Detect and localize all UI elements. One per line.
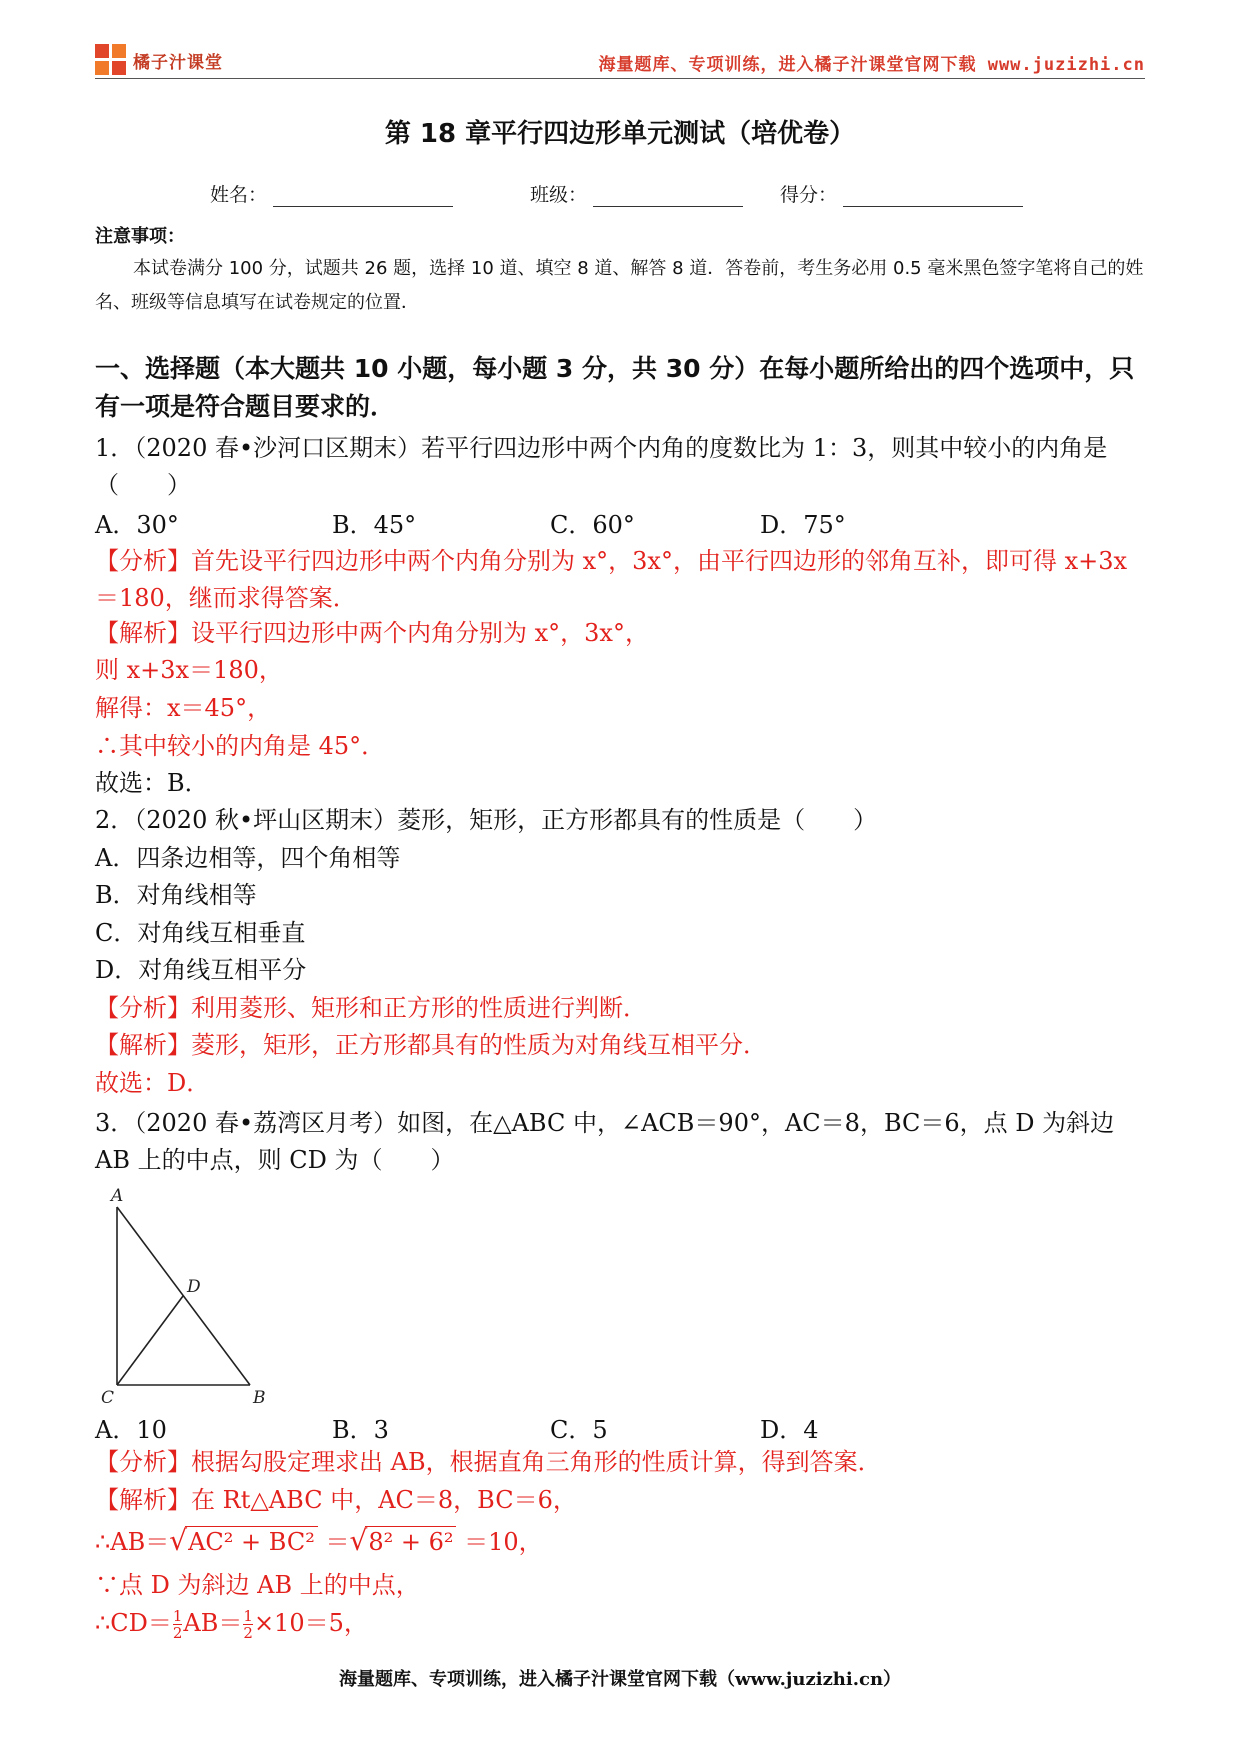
logo [95,44,223,76]
name-label: 姓名： [210,184,268,206]
q2-stem: 2．（2020 秋•坪山区期末）菱形，矩形，正方形都具有的性质是（ ） [95,806,878,834]
logo-text: 橘子汁课堂 [133,52,223,73]
fraction-half: $\frac{1}{2}$ [172,1607,183,1642]
q1-solution-1: 【解析】设平行四边形中两个内角分别为 x°，3x°， [95,619,649,647]
q2-option-c: C．对角线互相垂直 [95,919,306,947]
sqrt-8-6: 8² + 6² [365,1526,456,1557]
q3-solution-4: ∴CD＝ $\frac{1}{2}$ AB＝ $\frac{1}{2}$ ×10＝5， [95,1607,368,1642]
q3-option-b: B．3 [332,1416,389,1444]
label-d: D [187,1277,201,1297]
q3-option-c: C．5 [550,1416,608,1444]
header-slogan: 海量题库、专项训练，进入橘子汁课堂官网下载 www.juzizhi.cn [598,55,1145,75]
q1-option-d: D．75° [760,511,846,539]
q1-solution-4: ∴其中较小的内角是 45°． [95,732,386,760]
q3-option-a: A．10 [95,1416,167,1444]
label-b: B [253,1388,266,1405]
q3-analysis: 【分析】根据勾股定理求出 AB，根据直角三角形的性质计算，得到答案． [95,1448,882,1476]
notes-body: 本试卷满分 100 分，试题共 26 题，选择 10 道、填空 8 道、解答 8 道．答卷前，考生务必用 0.5 毫米黑色签字笔将自己的姓名、班级等信息填写在试卷规定的位置． [95,258,1144,313]
q1-solution-3: 解得：x＝45°， [95,694,272,722]
q2-analysis: 【分析】利用菱形、矩形和正方形的性质进行判断． [95,994,647,1022]
class-blank [593,188,743,207]
q1-analysis: 【分析】首先设平行四边形中两个内角分别为 x°，3x°，由平行四边形的邻角互补，即可得 x+3x＝180，继而求得答案． [95,547,1128,612]
q3-option-d: D．4 [760,1416,819,1444]
name-field [210,180,453,207]
q1-option-a: A．30° [95,511,179,539]
q3-solution-2: ∴AB＝√AC² + BC² ＝√8² + 6² ＝10， [95,1524,543,1557]
score-label: 得分： [780,184,838,206]
q2-option-a: A．四条边相等，四个角相等 [95,844,401,872]
notes-heading: 注意事项： [95,226,185,247]
sqrt-ac-bc: AC² + BC² [185,1526,318,1557]
q2-answer: 故选：D． [95,1069,211,1097]
q2-solution: 【解析】菱形，矩形，正方形都具有的性质为对角线互相平分． [95,1031,767,1059]
logo-icon [95,44,127,76]
q1-stem: 1．（2020 春•沙河口区期末）若平行四边形中两个内角的度数比为 1：3，则其中较小的内角是（ ） [95,434,1108,499]
page-header [95,40,1145,79]
class-label: 班级： [530,184,588,206]
score-blank [843,188,1023,207]
q2-option-b: B．对角线相等 [95,881,257,909]
q3-triangle-figure [95,1185,295,1405]
class-field [530,180,743,207]
q1-solution-2: 则 x+3x＝180， [95,656,283,684]
q1-option-b: B．45° [332,511,417,539]
section-heading: 一、选择题（本大题共 10 小题，每小题 3 分，共 30 分）在每小题所给出的四个选项中，只有一项是符合题目要求的． [95,354,1135,421]
label-a: A [111,1186,124,1206]
name-blank [273,188,453,207]
page-footer: 海量题库、专项训练，进入橘子汁课堂官网下载（www.juzizhi.cn） [338,1669,902,1690]
q3-solution-1: 【解析】在 Rt△ABC 中，AC＝8，BC＝6， [95,1486,577,1514]
q1-answer: 故选：B． [95,769,209,797]
fraction-half-2: $\frac{1}{2}$ [243,1607,253,1642]
page-title: 第 18 章平行四边形单元测试（培优卷） [384,119,856,149]
q3-solution-3: ∵点 D 为斜边 AB 上的中点， [95,1571,420,1599]
score-field [780,180,1023,207]
q1-option-c: C．60° [550,511,635,539]
label-c: C [101,1388,115,1405]
median-cd [117,1296,183,1385]
q2-option-d: D．对角线互相平分 [95,956,307,984]
q3-stem: 3．（2020 春•荔湾区月考）如图，在△ABC 中，∠ACB＝90°，AC＝8，BC＝6，点 D 为斜边 AB 上的中点，则 CD 为（ ） [95,1109,1115,1174]
